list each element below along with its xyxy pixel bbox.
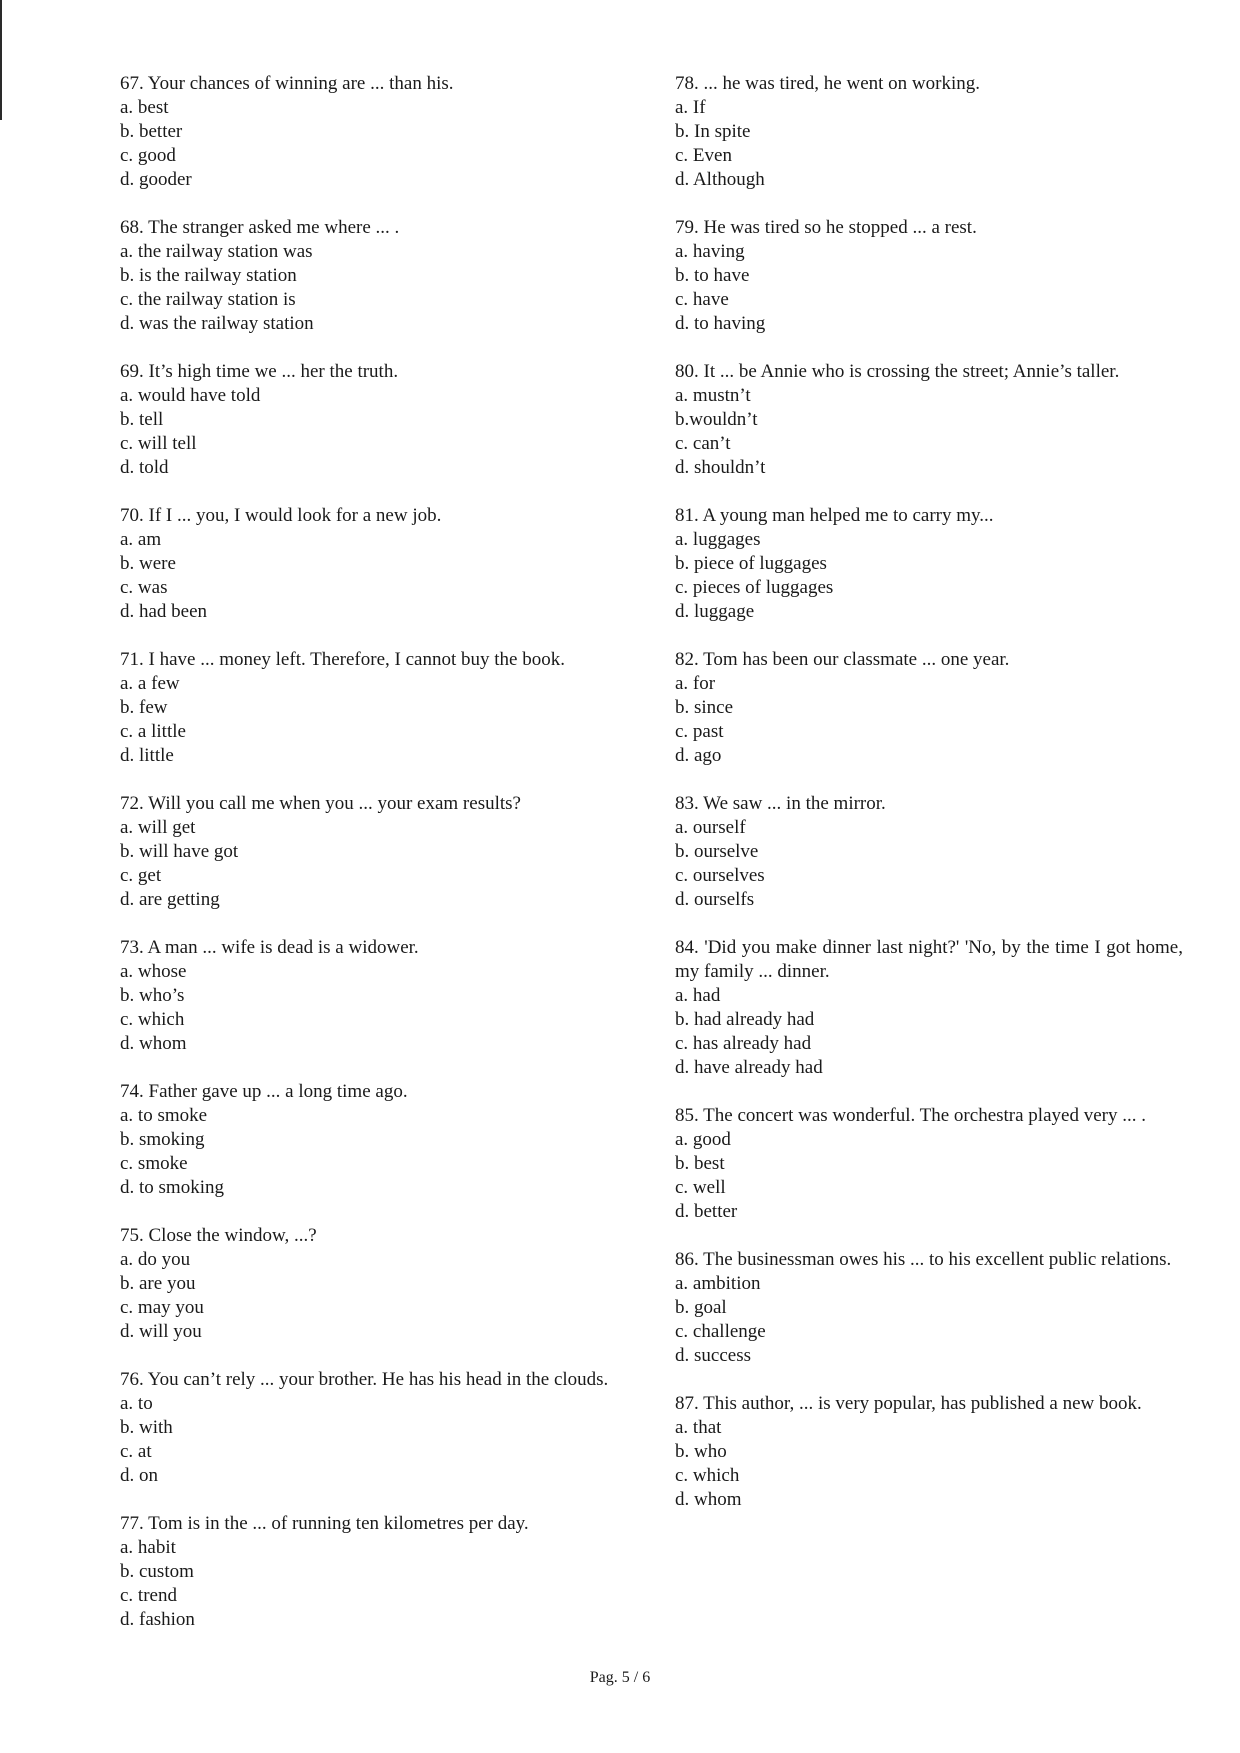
- question-spacer: [675, 1080, 1183, 1104]
- question-text: 81. A young man helped me to carry my...: [675, 505, 994, 526]
- answer-options: [120, 816, 625, 912]
- question-text: 73. A man ... wife is dead is a widower.: [120, 937, 419, 958]
- page-edge-mark: [0, 0, 2, 120]
- answer-option: a. mustn’t: [675, 385, 751, 406]
- question-text: 68. The stranger asked me where ... .: [120, 217, 400, 238]
- question-spacer: [120, 1200, 625, 1224]
- answer-option: c. trend: [120, 1585, 177, 1606]
- answer-options: [675, 240, 1183, 336]
- answer-options: [120, 240, 625, 336]
- answer-option: a. best: [120, 97, 169, 118]
- question-spacer: [675, 1224, 1183, 1248]
- answer-option: d. ago: [675, 745, 722, 766]
- answer-option: c. past: [675, 721, 724, 742]
- answer-option: d. had been: [120, 601, 208, 622]
- answer-option: d. little: [120, 745, 174, 766]
- question-text: 82. Tom has been our classmate ... one year.: [675, 649, 1010, 670]
- question-block: [120, 72, 625, 192]
- question-spacer: [120, 1056, 625, 1080]
- answer-option: a. the railway station was: [120, 241, 313, 262]
- answer-option: c. which: [120, 1009, 185, 1030]
- question-text: 69. It’s high time we ... her the truth.: [120, 361, 399, 382]
- question-text: 67. Your chances of winning are ... than his.: [120, 73, 454, 94]
- answer-option: a. luggages: [675, 529, 761, 550]
- question-block: [675, 360, 1183, 480]
- answer-options: [120, 96, 625, 192]
- answer-option: a. to smoke: [120, 1105, 208, 1126]
- answer-option: c. a little: [120, 721, 186, 742]
- question-block: [120, 1368, 625, 1488]
- question-spacer: [675, 480, 1183, 504]
- question-spacer: [675, 624, 1183, 648]
- question-block: [675, 72, 1183, 192]
- answer-option: c. have: [675, 289, 729, 310]
- answer-option: a. for: [675, 673, 716, 694]
- left-column: [120, 72, 625, 1632]
- answer-options: [120, 1104, 625, 1200]
- question-block: [675, 1104, 1183, 1224]
- question-block: [120, 216, 625, 336]
- answer-option: b. smoking: [120, 1129, 205, 1150]
- question-spacer: [675, 912, 1183, 936]
- answer-option: a. will get: [120, 817, 196, 838]
- answer-options: [675, 672, 1183, 768]
- answer-options: [120, 384, 625, 480]
- answer-option: b. since: [675, 697, 734, 718]
- question-spacer: [675, 192, 1183, 216]
- question-text: 75. Close the window, ...?: [120, 1225, 317, 1246]
- answer-option: c. which: [675, 1465, 740, 1486]
- question-spacer: [675, 768, 1183, 792]
- answer-option: c. the railway station is: [120, 289, 296, 310]
- answer-options: [120, 672, 625, 768]
- answer-options: [120, 1248, 625, 1344]
- answer-options: [675, 96, 1183, 192]
- answer-option: a. that: [675, 1417, 722, 1438]
- answer-option: b. goal: [675, 1297, 727, 1318]
- question-text: 70. If I ... you, I would look for a new job.: [120, 505, 442, 526]
- question-text: 79. He was tired so he stopped ... a rest.: [675, 217, 977, 238]
- answer-options: [675, 528, 1183, 624]
- question-spacer: [120, 336, 625, 360]
- answer-option: d. are getting: [120, 889, 220, 910]
- answer-option: d. was the railway station: [120, 313, 314, 334]
- question-block: [675, 792, 1183, 912]
- answer-option: d. have already had: [675, 1057, 823, 1078]
- question-spacer: [120, 192, 625, 216]
- question-text: 71. I have ... money left. Therefore, I cannot buy the book.: [120, 649, 565, 670]
- question-text: 80. It ... be Annie who is crossing the street; Annie’s taller.: [675, 361, 1120, 382]
- question-text: 78. ... he was tired, he went on working.: [675, 73, 980, 94]
- question-spacer: [120, 1344, 625, 1368]
- answer-option: a. If: [675, 97, 706, 118]
- answer-option: d. to having: [675, 313, 766, 334]
- question-block: [120, 1224, 625, 1344]
- answer-option: b. piece of luggages: [675, 553, 827, 574]
- answer-option: a. ourself: [675, 817, 746, 838]
- answer-option: d. whom: [675, 1489, 742, 1510]
- answer-option: b. will have got: [120, 841, 239, 862]
- question-spacer: [675, 336, 1183, 360]
- question-block: [120, 1080, 625, 1200]
- answer-option: d. will you: [120, 1321, 202, 1342]
- answer-option: c. Even: [675, 145, 732, 166]
- answer-option: d. on: [120, 1465, 158, 1486]
- answer-option: d. shouldn’t: [675, 457, 766, 478]
- answer-option: d. better: [675, 1201, 738, 1222]
- answer-option: d. whom: [120, 1033, 187, 1054]
- answer-option: b. custom: [120, 1561, 194, 1582]
- answer-option: c. get: [120, 865, 162, 886]
- answer-options: [120, 528, 625, 624]
- answer-option: a. to: [120, 1393, 153, 1414]
- question-spacer: [120, 624, 625, 648]
- answer-option: b. who: [675, 1441, 727, 1462]
- question-text: 84. 'Did you make dinner last night?' 'No, by the time I got home, my family ... dinner.: [675, 937, 1183, 982]
- answer-option: d. told: [120, 457, 169, 478]
- question-block: [120, 792, 625, 912]
- question-spacer: [120, 768, 625, 792]
- answer-option: a. ambition: [675, 1273, 761, 1294]
- answer-options: [675, 384, 1183, 480]
- answer-option: d. fashion: [120, 1609, 195, 1630]
- answer-option: c. ourselves: [675, 865, 765, 886]
- answer-option: a. habit: [120, 1537, 176, 1558]
- answer-option: c. may you: [120, 1297, 204, 1318]
- answer-option: a. a few: [120, 673, 180, 694]
- question-text: 85. The concert was wonderful. The orchestra played very ... .: [675, 1105, 1146, 1126]
- answer-option: c. will tell: [120, 433, 197, 454]
- question-block: [675, 504, 1183, 624]
- answer-options: [675, 984, 1183, 1080]
- page-number: Pag. 5 / 6: [589, 1669, 651, 1686]
- answer-option: c. can’t: [675, 433, 731, 454]
- question-block: [675, 648, 1183, 768]
- question-block: [120, 936, 625, 1056]
- answer-options: [120, 960, 625, 1056]
- answer-option: c. at: [120, 1441, 152, 1462]
- answer-option: b. are you: [120, 1273, 196, 1294]
- question-spacer: [120, 480, 625, 504]
- answer-options: [675, 1128, 1183, 1224]
- answer-option: d. success: [675, 1345, 751, 1366]
- answer-option: a. would have told: [120, 385, 261, 406]
- answer-options: [675, 816, 1183, 912]
- answer-options: [120, 1536, 625, 1632]
- answer-option: b. is the railway station: [120, 265, 297, 286]
- answer-option: c. has already had: [675, 1033, 812, 1054]
- answer-option: b. tell: [120, 409, 164, 430]
- answer-option: b. In spite: [675, 121, 751, 142]
- answer-option: d. luggage: [675, 601, 755, 622]
- answer-option: b. had already had: [675, 1009, 815, 1030]
- answer-option: b. with: [120, 1417, 173, 1438]
- answer-option: d. Although: [675, 169, 765, 190]
- answer-option: c. good: [120, 145, 176, 166]
- answer-option: b. ourselve: [675, 841, 759, 862]
- answer-option: a. whose: [120, 961, 187, 982]
- right-column: [675, 72, 1183, 1512]
- question-text: 83. We saw ... in the mirror.: [675, 793, 886, 814]
- question-spacer: [675, 1368, 1183, 1392]
- question-block: [120, 360, 625, 480]
- answer-options: [675, 1416, 1183, 1512]
- answer-option: a. having: [675, 241, 745, 262]
- question-block: [120, 648, 625, 768]
- answer-options: [120, 1392, 625, 1488]
- question-block: [120, 504, 625, 624]
- answer-option: b. better: [120, 121, 183, 142]
- answer-option: c. well: [675, 1177, 726, 1198]
- answer-option: c. was: [120, 577, 168, 598]
- answer-option: b. few: [120, 697, 168, 718]
- question-text: 87. This author, ... is very popular, has published a new book.: [675, 1393, 1142, 1414]
- answer-option: c. challenge: [675, 1321, 766, 1342]
- question-block: [675, 216, 1183, 336]
- answer-option: b.wouldn’t: [675, 409, 758, 430]
- answer-option: c. smoke: [120, 1153, 188, 1174]
- question-text: 72. Will you call me when you ... your exam results?: [120, 793, 521, 814]
- question-spacer: [120, 1488, 625, 1512]
- question-block: [120, 1512, 625, 1632]
- answer-option: b. who’s: [120, 985, 185, 1006]
- answer-option: d. gooder: [120, 169, 192, 190]
- answer-option: b. were: [120, 553, 176, 574]
- answer-option: a. good: [675, 1129, 731, 1150]
- answer-option: b. best: [675, 1153, 725, 1174]
- question-text: 86. The businessman owes his ... to his excellent public relations.: [675, 1249, 1172, 1270]
- answer-option: c. pieces of luggages: [675, 577, 834, 598]
- question-block: [675, 936, 1183, 1080]
- answer-option: a. do you: [120, 1249, 191, 1270]
- question-spacer: [120, 912, 625, 936]
- question-block: [675, 1248, 1183, 1368]
- question-block: [675, 1392, 1183, 1512]
- answer-options: [675, 1272, 1183, 1368]
- answer-option: d. to smoking: [120, 1177, 224, 1198]
- answer-option: b. to have: [675, 265, 750, 286]
- question-text: 74. Father gave up ... a long time ago.: [120, 1081, 408, 1102]
- question-text: 77. Tom is in the ... of running ten kilometres per day.: [120, 1513, 529, 1534]
- question-text: 76. You can’t rely ... your brother. He has his head in the clouds.: [120, 1369, 609, 1390]
- answer-option: d. ourselfs: [675, 889, 755, 910]
- answer-option: a. had: [675, 985, 721, 1006]
- answer-option: a. am: [120, 529, 162, 550]
